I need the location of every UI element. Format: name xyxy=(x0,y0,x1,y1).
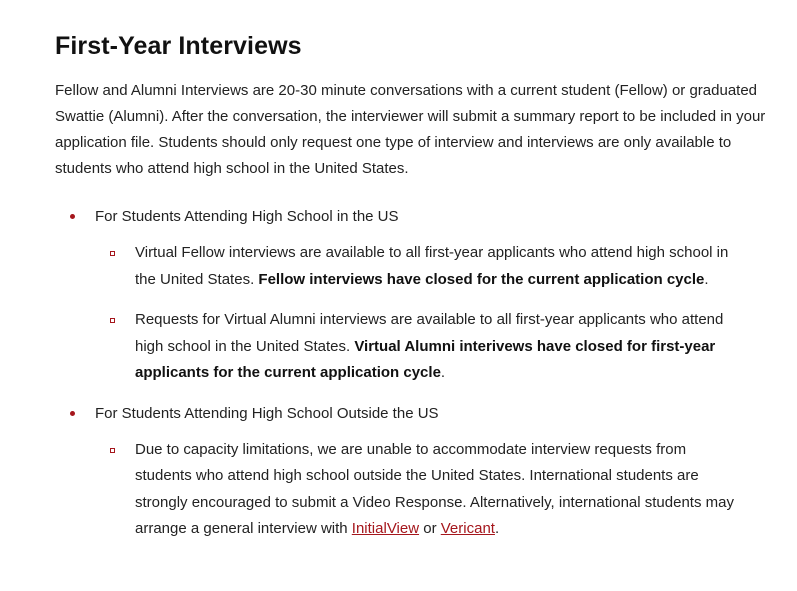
item-text: Requests for Virtual Alumni interviews are available to all first-year applicants who attend high school in the United States. xyxy=(135,311,724,355)
section-us xyxy=(55,204,775,387)
initialview-link[interactable]: InitialView xyxy=(351,520,420,537)
item-end: . xyxy=(494,520,500,537)
list-item-alumni xyxy=(95,307,735,387)
page-title: First-Year Interviews xyxy=(55,32,302,60)
list-item-fellow xyxy=(95,240,735,293)
section-label: For Students Attending High School in the US xyxy=(95,208,399,225)
section-label: For Students Attending High School Outside the US xyxy=(95,404,439,422)
section-us-items xyxy=(95,240,775,387)
section-outside-us xyxy=(55,401,775,543)
content-area xyxy=(55,28,775,557)
item-end: . xyxy=(440,364,446,381)
bullet-square-icon xyxy=(110,318,115,323)
item-mid: or xyxy=(419,520,441,537)
vericant-link[interactable]: Vericant xyxy=(440,520,495,537)
intro-paragraph: Fellow and Alumni Interviews are 20-30 minute conversations with a current student (Fellow) or graduated Swattie (Alumni). After the conversation, the interviewer will submit a summary report to be included in your application file. Students should only request one type of interview and interviews are only available to students who attend high school in the United States. xyxy=(55,82,766,177)
section-outside-us-items xyxy=(95,437,775,543)
item-bold-notice: Virtual Alumni interivews have closed for first-year applicants for the current application cycle xyxy=(135,337,716,381)
item-bold-notice: Fellow interviews have closed for the current application cycle xyxy=(258,270,705,288)
list-item-international xyxy=(95,437,735,543)
bullet-disc-icon xyxy=(70,214,75,219)
item-end: . xyxy=(704,270,709,288)
bullet-disc-icon xyxy=(70,411,75,416)
bullet-square-icon xyxy=(110,448,115,453)
bullet-square-icon xyxy=(110,251,115,256)
interview-sections-list xyxy=(55,204,775,543)
item-text: Due to capacity limitations, we are unable to accommodate interview requests from students who attend high school outside the United States. International students are strongly encouraged to submit a Video Response. Alternatively, international students may arrange a general interview with xyxy=(135,440,734,537)
item-text: Virtual Fellow interviews are available to all first-year applicants who attend high school in the United States. xyxy=(135,244,729,288)
